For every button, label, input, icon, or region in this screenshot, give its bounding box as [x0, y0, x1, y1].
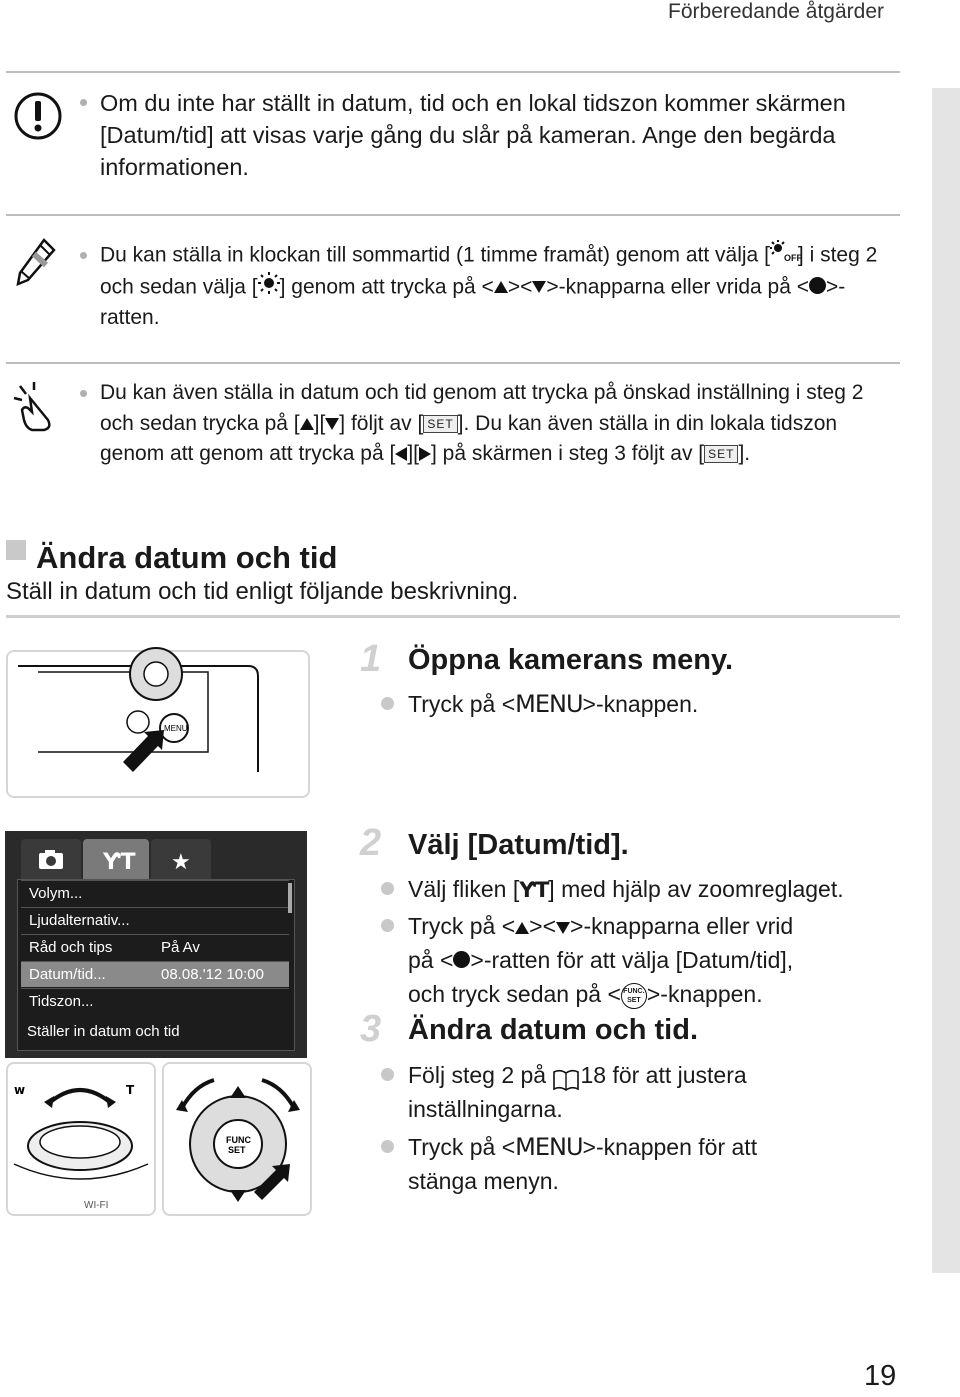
menu-item-selected[interactable]: Datum/tid... 08.08.'12 10:00: [21, 961, 289, 987]
svg-text:ƳT: ƳT: [103, 850, 136, 875]
menu-button-icon: MENU: [515, 690, 583, 718]
bullet: [381, 1068, 394, 1081]
camera-back-illustration: [6, 650, 310, 798]
bullet: [80, 99, 87, 106]
section-title: Ändra datum och tid: [36, 540, 338, 575]
tip-note: Du kan ställa in klockan till sommartid (1 timme framåt) genom att välja [ OFF ] i steg 2 och sedan välja [ ] genom att trycka på < >< >-knapparna eller vrida på < >-ratten.: [100, 240, 890, 334]
bullet: [80, 252, 87, 259]
svg-text:OFF: OFF: [783, 253, 802, 263]
menu-item[interactable]: Tidszon...: [21, 988, 289, 1014]
up-arrow-icon: [300, 418, 314, 430]
left-arrow-icon: [395, 447, 407, 461]
touch-icon: [12, 380, 62, 437]
down-arrow-icon: [325, 418, 339, 430]
divider: [6, 362, 900, 364]
step-instruction: Tryck på <MENU>-knappen för att stänga menyn.: [408, 1133, 758, 1194]
dst-on-icon: [258, 272, 280, 304]
bullet: [381, 919, 394, 932]
step-number: 1: [360, 638, 382, 680]
right-arrow-icon: [419, 447, 431, 461]
section-rule: [6, 615, 900, 618]
page-number: 19: [864, 1360, 897, 1392]
svg-text:ᴡ: ᴡ: [14, 1083, 26, 1097]
bullet: [80, 390, 87, 397]
setup-tab: [83, 839, 149, 879]
step-instruction: Tryck på <MENU>-knappen.: [408, 690, 699, 718]
menu-button-icon: MENU: [515, 1133, 583, 1161]
control-dial-icon: [453, 951, 470, 968]
down-arrow-icon: [556, 922, 570, 934]
step-title: Ändra datum och tid.: [408, 1014, 698, 1046]
control-dial-illustration: [162, 1062, 312, 1216]
svg-text:SET: SET: [228, 1145, 246, 1155]
menu-hint: Ställer in datum och tid: [27, 1023, 180, 1040]
zoom-lever-illustration: [6, 1062, 156, 1216]
step-number: 3: [360, 1008, 382, 1050]
pencil-icon: [14, 236, 58, 293]
section-header: Förberedande åtgärder: [668, 0, 884, 23]
caution-icon: [12, 90, 64, 147]
step-instruction: Välj fliken [ƳT] med hjälp av zoomreglaget.: [408, 876, 844, 902]
book-icon: [552, 1066, 580, 1088]
step-instruction: Följ steg 2 på 18 för att justera inställningarna.: [408, 1062, 747, 1122]
step-number: 2: [360, 822, 382, 864]
bullet: [381, 697, 394, 710]
menu-item[interactable]: Ljudalternativ...: [21, 907, 289, 933]
set-touch-icon: SET: [704, 445, 738, 463]
func-set-button-icon: FUNC. SET: [621, 983, 647, 1009]
set-touch-icon: SET: [423, 415, 457, 433]
menu-button-label: MENU: [164, 724, 188, 733]
bullet: [381, 882, 394, 895]
bullet: [381, 1140, 394, 1153]
menu-item[interactable]: Råd och tips På Av: [21, 934, 289, 960]
star-tab: [151, 839, 211, 879]
setup-tab-icon: ƳT: [519, 878, 549, 902]
scrollbar[interactable]: [288, 883, 292, 913]
dst-off-icon: [770, 240, 802, 272]
svg-text:T: T: [126, 1083, 135, 1097]
control-dial-icon: [809, 277, 826, 294]
svg-text:FUNC: FUNC: [226, 1135, 251, 1145]
step-title: Välj [Datum/tid].: [408, 829, 629, 861]
camera-menu-screen: [5, 831, 307, 1058]
touch-note: Du kan även ställa in datum och tid genom att trycka på önskad inställning i steg 2 och sedan trycka på [ ][ ] följt av [ SET ]. Du kan även ställa in din lokala tidszon genom att genom att trycka på [ ][ ] på skärmen i steg 3 följt av [ SET ].: [100, 381, 864, 465]
caution-note: Om du inte har ställt in datum, tid och en lokal tidszon kommer skärmen [Datum/tid] att visas varje gång du slår på kameran. Ange den begärda informationen.: [100, 90, 846, 180]
header-rule: [6, 71, 900, 73]
camera-tab: [21, 839, 81, 879]
section-intro: Ställ in datum och tid enligt följande beskrivning.: [6, 578, 519, 605]
up-arrow-icon: [515, 922, 529, 934]
divider: [6, 214, 900, 216]
menu-item[interactable]: Volym...: [21, 880, 289, 906]
step-instruction: Tryck på < >< >-knapparna eller vrid på < >-ratten för att välja [Datum/tid], och tryck sedan på < FUNC. SET >-knappen.: [408, 913, 794, 1007]
section-marker-icon: [6, 540, 26, 560]
down-arrow-icon: [532, 281, 546, 293]
wifi-label: WI-FI: [84, 1200, 109, 1211]
svg-text:★: ★: [171, 850, 191, 875]
step-title: Öppna kamerans meny.: [408, 644, 734, 676]
side-tab: [932, 88, 960, 1273]
up-arrow-icon: [494, 281, 508, 293]
